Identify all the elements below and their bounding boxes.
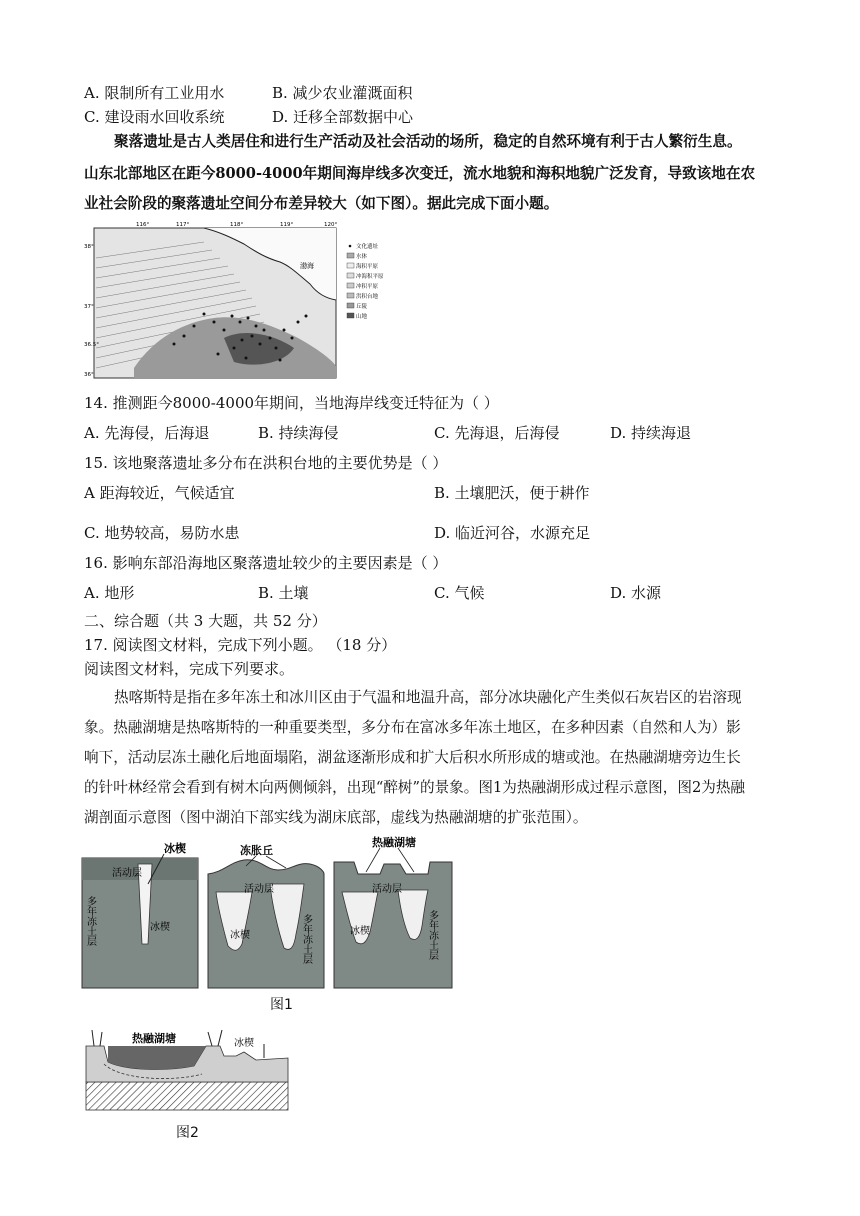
map-lon-tick: 118°: [230, 222, 244, 228]
panel2-permafrost-label: 多年冻土层: [300, 914, 312, 964]
panel2-frost-mound-label: 冻胀丘: [240, 844, 273, 857]
q15-stem: 15. 该地聚落遗址多分布在洪积台地的主要优势是（ ）: [84, 454, 448, 472]
passage1-line3: 业社会阶段的聚落遗址空间分布差异较大（如下图）。据此完成下面小题。: [84, 195, 559, 212]
q16-option-c: C. 气候: [434, 584, 485, 602]
q14-stem: 14. 推测距今8000-4000年期间，当地海岸线变迁特征为（ ）: [84, 394, 499, 412]
legend-marine-plain: 海积平原: [356, 264, 379, 270]
passage2-line3: 响下，活动层冻土融化后地面塌陷，湖盆逐渐形成和扩大后积水所形成的塘或池。在热融湖塘旁边生长: [84, 749, 741, 766]
section2-title: 二、综合题（共 3 大题，共 52 分）: [84, 612, 327, 630]
q14-option-b: B. 持续海侵: [258, 424, 339, 442]
legend-sites: 文化遗址: [356, 244, 379, 250]
q15-option-b: B. 土壤肥沃，便于耕作: [434, 484, 590, 502]
map-lon-tick: 120°: [324, 222, 338, 228]
legend-mountains: 山地: [356, 314, 368, 320]
figure2-ice-wedge-label: 冰楔: [234, 1038, 254, 1049]
legend-alluvial-plain: 冲积平原: [356, 284, 379, 290]
panel3-ice-wedge-label: 冰楔: [350, 926, 370, 937]
map-lon-tick: 116°: [136, 222, 150, 228]
passage2-line1: 热喀斯特是指在多年冻土和冰川区由于气温和地温升高，部分冰块融化产生类似石灰岩区的岩溶现: [114, 689, 742, 706]
q16-option-a: A. 地形: [84, 584, 135, 602]
q15-option-c: C. 地势较高，易防水患: [84, 524, 240, 542]
q16-option-b: B. 土壤: [258, 584, 309, 602]
q16-option-d: D. 水源: [610, 584, 662, 602]
q15-option-a: A 距海较近，气候适宜: [84, 484, 235, 502]
map-lon-tick: 117°: [176, 222, 190, 228]
panel1-ice-wedge-top-label: 冰楔: [164, 842, 186, 855]
q14-option-a: A. 先海侵，后海退: [84, 424, 210, 442]
panel2-ice-wedge-label: 冰楔: [230, 930, 250, 941]
map-lon-tick: 119°: [280, 222, 294, 228]
panel2-active-layer-label: 活动层: [244, 884, 274, 895]
passage2-line4: 的针叶林经常会看到有树木向两侧倾斜，出现“醉树”的景象。图1为热融湖形成过程示意图，图2为热融: [84, 779, 746, 796]
panel1-ice-wedge-label: 冰楔: [150, 922, 170, 933]
map-legend: [347, 242, 384, 320]
map-lat-tick: 36.5°: [84, 342, 99, 348]
figure1-panel2: [208, 843, 324, 988]
figure1-panel3: [334, 835, 452, 988]
figure1-panel1: [82, 841, 198, 988]
q16-stem: 16. 影响东部沿海地区聚落遗址较少的主要因素是（ ）: [84, 554, 448, 572]
q13-option-a: A. 限制所有工业用水: [84, 84, 225, 102]
legend-pluvial-terrace: 洪积台地: [356, 294, 379, 300]
q13-option-b: B. 减少农业灌溉面积: [272, 84, 413, 102]
q13-option-c: C. 建设雨水回收系统: [84, 108, 225, 126]
panel3-lake-label: 热融湖塘: [372, 836, 416, 849]
q14-option-c: C. 先海退，后海侵: [434, 424, 560, 442]
passage2-line5: 湖剖面示意图（图中湖泊下部实线为湖床底部，虚线为热融湖塘的扩张范围）。: [84, 809, 588, 826]
settlement-map: [84, 218, 430, 380]
legend-hills: 丘陵: [356, 304, 368, 310]
map-sea-label: 渤海: [300, 262, 314, 270]
map-lat-tick: 37°: [84, 304, 94, 310]
panel3-permafrost-label: 多年冻土层: [426, 910, 438, 960]
q14-option-d: D. 持续海退: [610, 424, 692, 442]
legend-alluvial-marine-plain: 冲海积平原: [356, 274, 384, 280]
map-lat-tick: 36°: [84, 372, 94, 378]
map-lat-tick: 38°: [84, 244, 94, 250]
q17-title: 17. 阅读图文材料，完成下列小题。 （18 分）: [84, 636, 397, 654]
figure2-lake-label: 热融湖塘: [132, 1032, 176, 1045]
legend-water: 水体: [356, 254, 368, 260]
passage1-line1: 聚落遗址是古人类居住和进行生产活动及社会活动的场所，稳定的自然环境有利于古人繁衍生息。: [114, 133, 742, 150]
figure1-caption: 图1: [270, 997, 293, 1013]
q17-subtitle: 阅读图文材料，完成下列要求。: [84, 660, 295, 678]
figure1-diagram: [80, 834, 456, 990]
q13-option-d: D. 迁移全部数据中心: [272, 108, 414, 126]
passage1-line2: 山东北部地区在距今8000-4000年期间海岸线多次变迁，流水地貌和海积地貌广泛发育，导致该地在农: [84, 165, 756, 182]
q15-option-d: D. 临近河谷，水源充足: [434, 524, 591, 542]
passage2-line2: 象。热融湖塘是热喀斯特的一种重要类型，多分布在富冰多年冻土地区，在多种因素（自然和人为）影: [84, 719, 741, 736]
panel1-permafrost-label: 多年冻土层: [84, 896, 96, 946]
figure2-diagram: [84, 1022, 290, 1112]
panel1-active-layer-label: 活动层: [112, 868, 142, 879]
panel3-active-layer-label: 活动层: [372, 884, 402, 895]
figure2-caption: 图2: [176, 1125, 199, 1141]
